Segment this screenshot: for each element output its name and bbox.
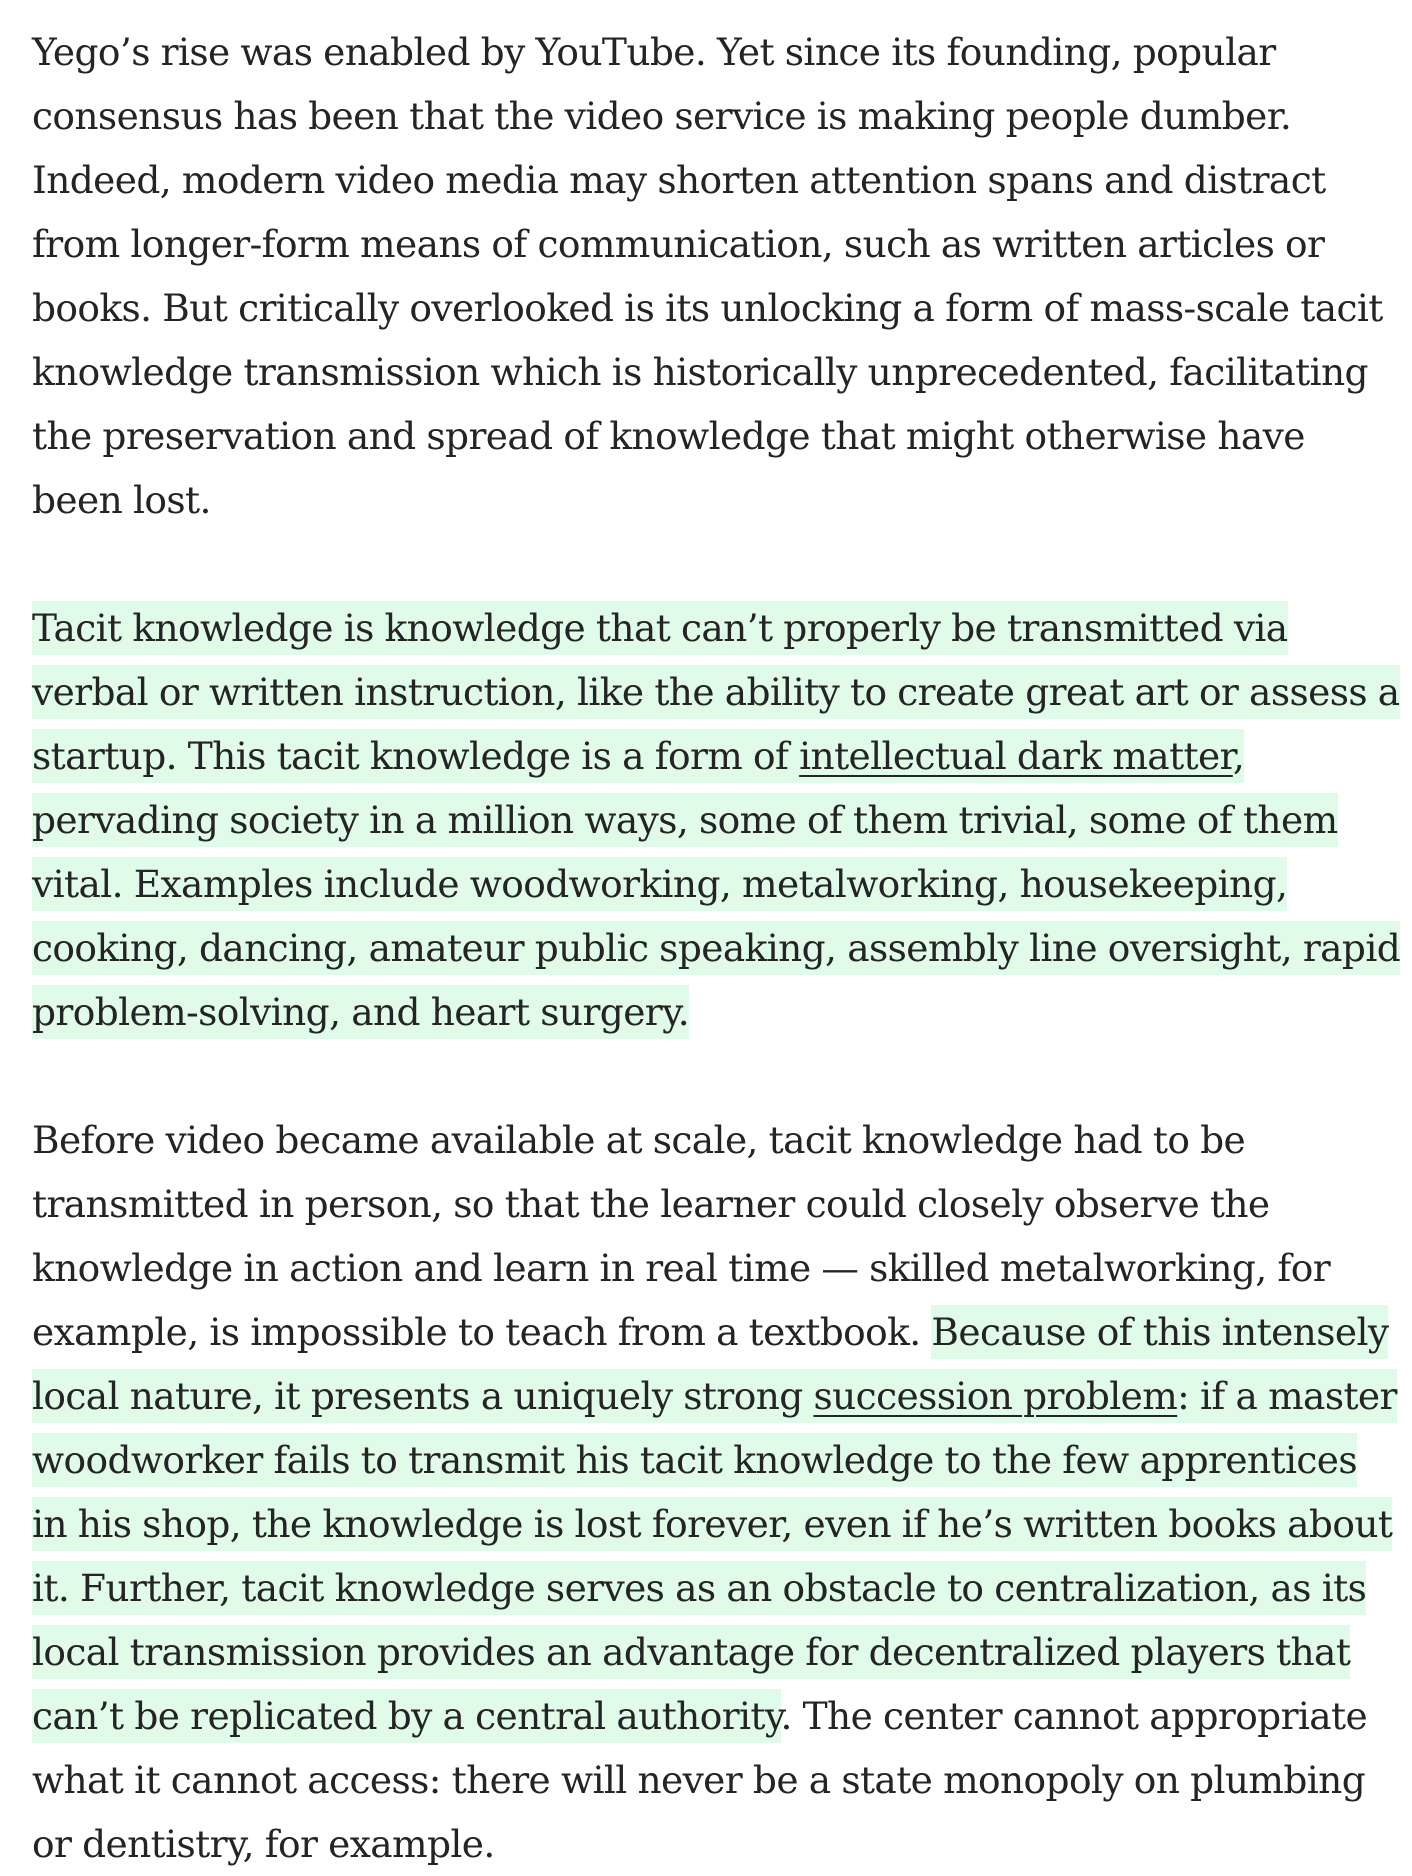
intellectual-dark-matter-link[interactable]: intellectual dark matter [799,734,1233,778]
highlight-text: Tacit knowledge is knowledge that can’t properly be transmitted via verbal or written instruction, like the ability to create great art or assess a startup. This tacit knowledge is a form of [32,606,1400,778]
succession-problem-link[interactable]: succession problem [813,1374,1178,1418]
paragraph-text: Before video became available at scale, tacit knowledge had to be transmitted in person, so that the learner could closely observe the knowledge in action and learn in real time — skilled metalworking, for example, is impossible to teach from a textbook. [32,1118,1331,1354]
highlight-text: : if a master woodworker fails to transmit his tacit knowledge to the few apprentices in his shop, the knowledge is lost forever, even if he’s written books about it. Further, tacit knowledge serves as an obstacle to centralization, as its local transmission provides an advantage for decentralized players that can’t be replicated by a central authority [32,1374,1397,1738]
paragraph-succession [32,1108,1402,1876]
highlight-text: , pervading society in a million ways, some of them trivial, some of them vital. Examples include woodworking, metalworking, housekeeping, cooking, dancing, amateur public speaking, assembly line oversight, rapid problem-solving, and heart surgery. [32,734,1401,1034]
paragraph-text: . The center cannot appropriate what it cannot access: there will never be a state monopoly on plumbing or dentistry, for example. [32,1694,1368,1866]
paragraph-text: Yego’s rise was enabled by YouTube. Yet since its founding, popular consensus has been that the video service is making people dumber. Indeed, modern video media may shorten attention spans and distract from longer-form means of communication, such as written articles or books. But critically overlooked is its unlocking a form of mass-scale tacit knowledge transmission which is historically unprecedented, facilitating the preservation and spread of knowledge that might otherwise have been lost. [32,30,1383,522]
highlight[interactable] [32,601,1400,1039]
paragraph-youtube-intro [32,20,1402,532]
article-body [32,20,1402,1876]
highlight[interactable] [32,1305,1397,1743]
paragraph-tacit-knowledge [32,596,1402,1044]
highlight-text: Because of this intensely local nature, it presents a uniquely strong [32,1310,1389,1418]
